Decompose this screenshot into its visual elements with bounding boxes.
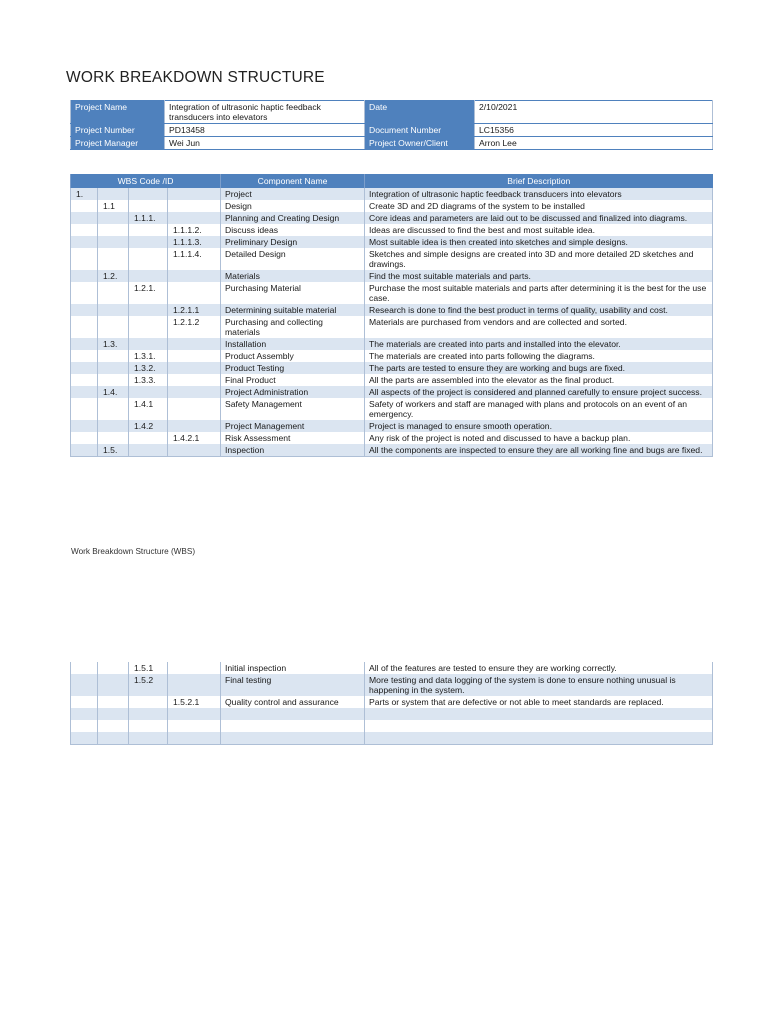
- wbs-row: [71, 188, 713, 200]
- wbs-level1-code: [71, 732, 98, 744]
- wbs-row: [71, 236, 713, 248]
- wbs-row: [71, 270, 713, 282]
- wbs-level1-code: [71, 386, 98, 398]
- brief-description: The materials are created into parts and installed into the elevator.: [365, 338, 713, 350]
- wbs-level4-code: [168, 188, 221, 200]
- wbs-level3-code: 1.3.1.: [129, 350, 168, 362]
- wbs-level4-code: [168, 420, 221, 432]
- wbs-level3-code: 1.1.1.: [129, 212, 168, 224]
- component-name: Risk Assessment: [221, 432, 365, 444]
- wbs-row: [71, 316, 713, 338]
- wbs-table: [70, 174, 713, 457]
- wbs-level4-code: [168, 338, 221, 350]
- brief-description: Research is done to find the best product in terms of quality, usability and cost.: [365, 304, 713, 316]
- wbs-level3-code: 1.4.2: [129, 420, 168, 432]
- brief-description: [365, 708, 713, 720]
- wbs-row: [71, 720, 713, 732]
- component-name: Purchasing Material: [221, 282, 365, 304]
- wbs-level2-code: [98, 304, 129, 316]
- brief-description: All aspects of the project is considered and planned carefully to ensure project success.: [365, 386, 713, 398]
- wbs-level1-code: [71, 316, 98, 338]
- wbs-level4-code: [168, 200, 221, 212]
- component-name: Product Assembly: [221, 350, 365, 362]
- wbs-level3-code: [129, 200, 168, 212]
- brief-description: Create 3D and 2D diagrams of the system to be installed: [365, 200, 713, 212]
- info-row: [71, 137, 713, 150]
- wbs-level1-code: [71, 270, 98, 282]
- wbs-level2-code: [98, 720, 129, 732]
- wbs-level3-code: [129, 188, 168, 200]
- brief-description: Safety of workers and staff are managed with plans and protocols on an event of an emergency.: [365, 398, 713, 420]
- info-value: Wei Jun: [165, 137, 365, 150]
- info-label: Project Manager: [71, 137, 165, 150]
- wbs-level3-code: [129, 708, 168, 720]
- wbs-level2-code: [98, 374, 129, 386]
- wbs-row: [71, 282, 713, 304]
- info-value: Arron Lee: [475, 137, 713, 150]
- wbs-level2-code: [98, 236, 129, 248]
- brief-description: Parts or system that are defective or not able to meet standards are replaced.: [365, 696, 713, 708]
- brief-description: Any risk of the project is noted and discussed to have a backup plan.: [365, 432, 713, 444]
- wbs-row: [71, 248, 713, 270]
- brief-description: Materials are purchased from vendors and are collected and sorted.: [365, 316, 713, 338]
- wbs-level4-code: 1.1.1.3.: [168, 236, 221, 248]
- wbs-row: [71, 708, 713, 720]
- wbs-level1-code: [71, 200, 98, 212]
- component-name: Discuss ideas: [221, 224, 365, 236]
- wbs-level4-code: 1.1.1.4.: [168, 248, 221, 270]
- wbs-level3-code: [129, 224, 168, 236]
- wbs-row: [71, 398, 713, 420]
- wbs-level3-code: 1.5.1: [129, 662, 168, 674]
- brief-description: Sketches and simple designs are created into 3D and more detailed 2D sketches and drawings.: [365, 248, 713, 270]
- wbs-level2-code: [98, 674, 129, 696]
- wbs-level2-code: 1.4.: [98, 386, 129, 398]
- wbs-level1-code: [71, 374, 98, 386]
- wbs-level2-code: 1.1: [98, 200, 129, 212]
- info-label: Project Owner/Client: [365, 137, 475, 150]
- wbs-level3-code: [129, 316, 168, 338]
- wbs-level1-code: [71, 708, 98, 720]
- wbs-row: [71, 374, 713, 386]
- brief-description-header: Brief Description: [365, 174, 713, 188]
- info-row: [71, 101, 713, 124]
- wbs-level2-code: [98, 188, 129, 200]
- component-name: Project Administration: [221, 386, 365, 398]
- wbs-level4-code: [168, 282, 221, 304]
- wbs-level4-code: 1.5.2.1: [168, 696, 221, 708]
- brief-description: Core ideas and parameters are laid out to be discussed and finalized into diagrams.: [365, 212, 713, 224]
- wbs-level2-code: [98, 350, 129, 362]
- brief-description: More testing and data logging of the system is done to ensure nothing unusual is happening in the system.: [365, 674, 713, 696]
- component-name: Detailed Design: [221, 248, 365, 270]
- wbs-level3-code: [129, 732, 168, 744]
- wbs-code-header: WBS Code /ID: [71, 174, 221, 188]
- wbs-level3-code: 1.2.1.: [129, 282, 168, 304]
- info-row: [71, 124, 713, 137]
- wbs-level4-code: [168, 374, 221, 386]
- wbs-level4-code: [168, 708, 221, 720]
- wbs-level1-code: [71, 224, 98, 236]
- wbs-level2-code: [98, 212, 129, 224]
- component-name: [221, 708, 365, 720]
- component-name: Inspection: [221, 444, 365, 457]
- component-name: Project: [221, 188, 365, 200]
- component-name: Quality control and assurance: [221, 696, 365, 708]
- wbs-level4-code: [168, 398, 221, 420]
- wbs-level4-code: 1.2.1.2: [168, 316, 221, 338]
- brief-description: Find the most suitable materials and parts.: [365, 270, 713, 282]
- wbs-level1-code: 1.: [71, 188, 98, 200]
- wbs-level4-code: [168, 444, 221, 457]
- wbs-level4-code: 1.4.2.1: [168, 432, 221, 444]
- wbs-level1-code: [71, 696, 98, 708]
- wbs-level4-code: [168, 212, 221, 224]
- wbs-level1-code: [71, 350, 98, 362]
- brief-description: The parts are tested to ensure they are working and bugs are fixed.: [365, 362, 713, 374]
- component-name-header: Component Name: [221, 174, 365, 188]
- wbs-level1-code: [71, 420, 98, 432]
- wbs-level1-code: [71, 248, 98, 270]
- brief-description: Purchase the most suitable materials and parts after determining it is the best for the use case.: [365, 282, 713, 304]
- wbs-row: [71, 212, 713, 224]
- component-name: Materials: [221, 270, 365, 282]
- component-name: Safety Management: [221, 398, 365, 420]
- wbs-row: [71, 362, 713, 374]
- wbs-level4-code: [168, 662, 221, 674]
- brief-description: All of the features are tested to ensure they are working correctly.: [365, 662, 713, 674]
- wbs-level2-code: [98, 282, 129, 304]
- info-label: Date: [365, 101, 475, 124]
- wbs-level1-code: [71, 432, 98, 444]
- component-name: Final Product: [221, 374, 365, 386]
- wbs-row: [71, 674, 713, 696]
- wbs-level3-code: [129, 248, 168, 270]
- info-value: Integration of ultrasonic haptic feedback transducers into elevators: [165, 101, 365, 124]
- brief-description: The materials are created into parts following the diagrams.: [365, 350, 713, 362]
- wbs-level1-code: [71, 282, 98, 304]
- wbs-level1-code: [71, 662, 98, 674]
- wbs-row: [71, 662, 713, 674]
- component-name: Preliminary Design: [221, 236, 365, 248]
- component-name: [221, 732, 365, 744]
- component-name: Product Testing: [221, 362, 365, 374]
- component-name: [221, 720, 365, 732]
- brief-description: [365, 720, 713, 732]
- brief-description: All the components are inspected to ensure they are all working fine and bugs are fixed.: [365, 444, 713, 457]
- wbs-level3-code: 1.3.2.: [129, 362, 168, 374]
- wbs-row: [71, 338, 713, 350]
- wbs-level1-code: [71, 212, 98, 224]
- component-name: Planning and Creating Design: [221, 212, 365, 224]
- wbs-level3-code: [129, 432, 168, 444]
- brief-description: Ideas are discussed to find the best and most suitable idea.: [365, 224, 713, 236]
- wbs-level1-code: [71, 674, 98, 696]
- wbs-level4-code: 1.1.1.2.: [168, 224, 221, 236]
- wbs-level3-code: [129, 304, 168, 316]
- info-label: Document Number: [365, 124, 475, 137]
- component-name: Project Management: [221, 420, 365, 432]
- wbs-level2-code: [98, 432, 129, 444]
- wbs-level4-code: [168, 674, 221, 696]
- wbs-row: [71, 386, 713, 398]
- wbs-level2-code: [98, 662, 129, 674]
- project-info-table: [70, 100, 713, 150]
- wbs-level1-code: [71, 236, 98, 248]
- component-name: Determining suitable material: [221, 304, 365, 316]
- info-value: LC15356: [475, 124, 713, 137]
- wbs-row: [71, 732, 713, 744]
- wbs-row: [71, 432, 713, 444]
- wbs-level3-code: [129, 696, 168, 708]
- wbs-level1-code: [71, 444, 98, 457]
- wbs-level4-code: [168, 362, 221, 374]
- wbs-level2-code: 1.5.: [98, 444, 129, 457]
- wbs-level4-code: 1.2.1.1: [168, 304, 221, 316]
- brief-description: Most suitable idea is then created into sketches and simple designs.: [365, 236, 713, 248]
- info-value: PD13458: [165, 124, 365, 137]
- component-name: Purchasing and collecting materials: [221, 316, 365, 338]
- wbs-level2-code: [98, 248, 129, 270]
- wbs-level2-code: 1.3.: [98, 338, 129, 350]
- wbs-row: [71, 224, 713, 236]
- page-title: WORK BREAKDOWN STRUCTURE: [66, 69, 325, 86]
- wbs-row: [71, 200, 713, 212]
- wbs-row: [71, 350, 713, 362]
- info-value: 2/10/2021: [475, 101, 713, 124]
- wbs-level4-code: [168, 350, 221, 362]
- wbs-level1-code: [71, 362, 98, 374]
- wbs-level3-code: [129, 386, 168, 398]
- info-label: Project Name: [71, 101, 165, 124]
- brief-description: [365, 732, 713, 744]
- wbs-level2-code: 1.2.: [98, 270, 129, 282]
- wbs-level3-code: [129, 444, 168, 457]
- wbs-level2-code: [98, 362, 129, 374]
- wbs-level4-code: [168, 732, 221, 744]
- wbs-row: [71, 420, 713, 432]
- wbs-level2-code: [98, 732, 129, 744]
- wbs-table-continued: [70, 662, 713, 745]
- wbs-level1-code: [71, 720, 98, 732]
- wbs-level4-code: [168, 270, 221, 282]
- wbs-level3-code: [129, 720, 168, 732]
- wbs-level2-code: [98, 696, 129, 708]
- component-name: Initial inspection: [221, 662, 365, 674]
- wbs-level1-code: [71, 398, 98, 420]
- wbs-level3-code: [129, 236, 168, 248]
- wbs-level3-code: [129, 270, 168, 282]
- wbs-row: [71, 444, 713, 457]
- wbs-row: [71, 304, 713, 316]
- wbs-level3-code: 1.5.2: [129, 674, 168, 696]
- wbs-level3-code: 1.4.1: [129, 398, 168, 420]
- info-label: Project Number: [71, 124, 165, 137]
- wbs-level4-code: [168, 386, 221, 398]
- component-name: Installation: [221, 338, 365, 350]
- wbs-level1-code: [71, 338, 98, 350]
- wbs-level2-code: [98, 708, 129, 720]
- wbs-level2-code: [98, 316, 129, 338]
- wbs-level1-code: [71, 304, 98, 316]
- brief-description: Integration of ultrasonic haptic feedback transducers into elevators: [365, 188, 713, 200]
- wbs-row: [71, 696, 713, 708]
- wbs-level2-code: [98, 224, 129, 236]
- brief-description: Project is managed to ensure smooth operation.: [365, 420, 713, 432]
- wbs-level2-code: [98, 420, 129, 432]
- wbs-header-row: [71, 174, 713, 188]
- wbs-level2-code: [98, 398, 129, 420]
- component-name: Design: [221, 200, 365, 212]
- brief-description: All the parts are assembled into the elevator as the final product.: [365, 374, 713, 386]
- diagram-caption: Work Breakdown Structure (WBS): [71, 547, 196, 556]
- wbs-level3-code: 1.3.3.: [129, 374, 168, 386]
- wbs-level3-code: [129, 338, 168, 350]
- wbs-level4-code: [168, 720, 221, 732]
- component-name: Final testing: [221, 674, 365, 696]
